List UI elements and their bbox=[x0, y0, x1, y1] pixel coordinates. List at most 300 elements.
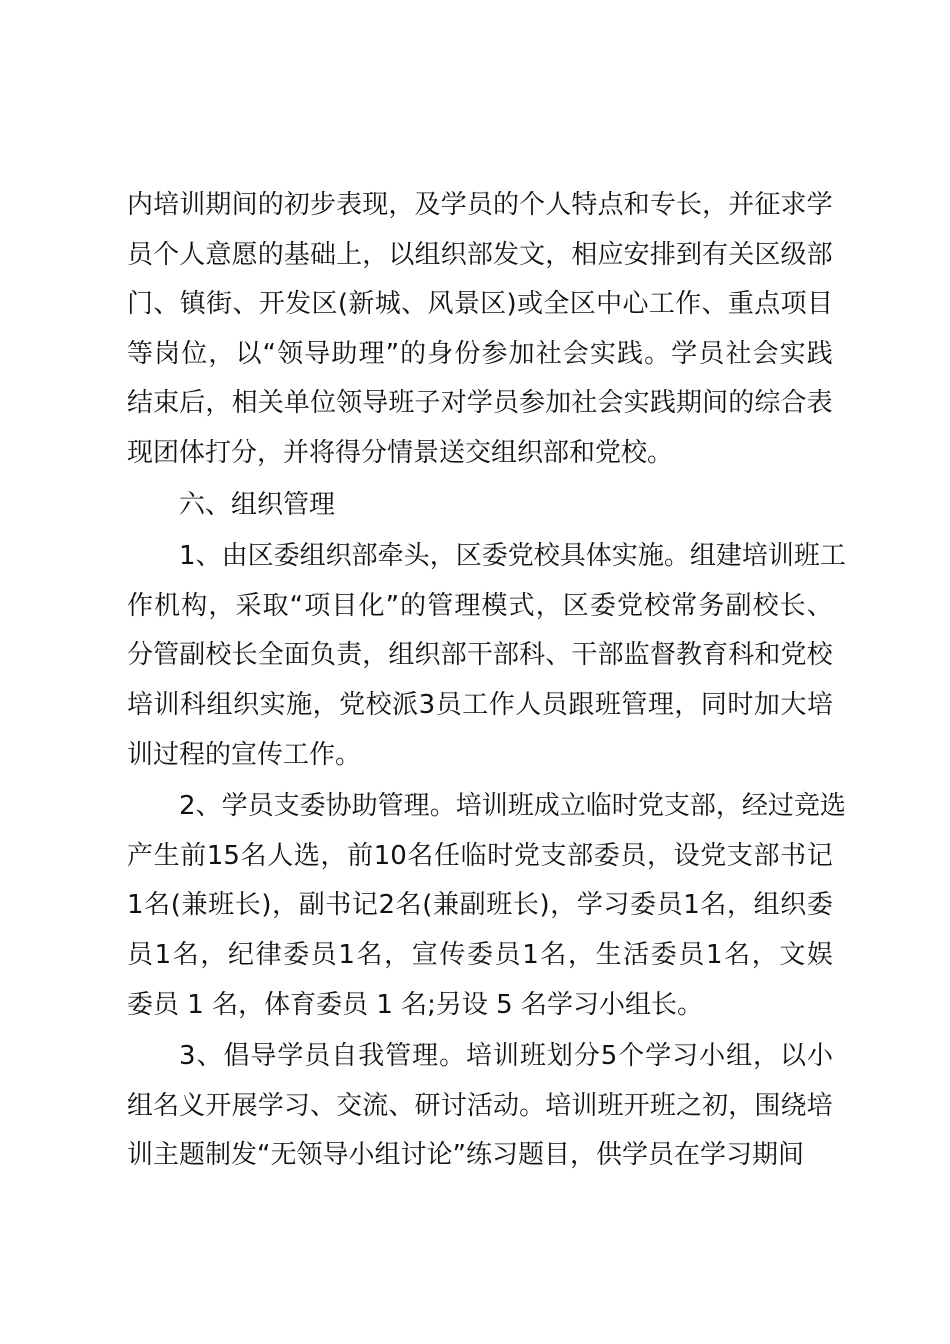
glyph: 、 bbox=[545, 640, 572, 671]
glyph: 员 bbox=[494, 939, 521, 970]
glyph: 愿 bbox=[231, 239, 258, 270]
paragraph-p2 bbox=[127, 481, 833, 531]
glyph: 员 bbox=[310, 939, 337, 970]
glyph: 竞 bbox=[793, 791, 820, 822]
glyph: 产 bbox=[127, 840, 154, 871]
text-line bbox=[127, 280, 833, 330]
glyph: 助 bbox=[331, 338, 358, 369]
glyph: 我 bbox=[358, 1041, 385, 1072]
glyph: 书 bbox=[325, 890, 352, 921]
glyph: 合 bbox=[780, 388, 807, 419]
glyph: 督 bbox=[649, 640, 676, 671]
glyph: ， bbox=[751, 939, 778, 970]
glyph: 管 bbox=[385, 1041, 412, 1072]
glyph: 关 bbox=[728, 239, 755, 270]
glyph: 培 bbox=[466, 1041, 493, 1072]
glyph: 学 bbox=[277, 1041, 304, 1072]
glyph: 大 bbox=[780, 689, 807, 720]
glyph: 员 bbox=[656, 890, 683, 921]
glyph: ， bbox=[715, 791, 742, 822]
glyph: 期 bbox=[205, 190, 232, 220]
glyph: 的 bbox=[400, 338, 427, 369]
glyph: 综 bbox=[754, 388, 781, 419]
glyph: 部 bbox=[689, 791, 716, 822]
glyph: 名 bbox=[144, 890, 171, 921]
glyph: 绕 bbox=[780, 1090, 807, 1121]
glyph: 兼 bbox=[433, 890, 460, 921]
glyph: 实 bbox=[259, 689, 286, 720]
glyph: 和 bbox=[623, 190, 650, 220]
glyph: 会 bbox=[752, 338, 779, 369]
glyph: 名 bbox=[724, 939, 751, 970]
glyph: 并 bbox=[728, 190, 755, 220]
glyph: 式 bbox=[508, 590, 535, 621]
glyph: 组 bbox=[689, 541, 716, 572]
glyph: 全 bbox=[543, 289, 570, 320]
glyph: 学 bbox=[440, 190, 467, 220]
glyph: 委 bbox=[481, 541, 508, 572]
glyph: 设 bbox=[673, 840, 700, 871]
glyph: 生 bbox=[153, 840, 180, 871]
glyph: 级 bbox=[780, 239, 807, 270]
glyph: 前 bbox=[347, 840, 374, 871]
glyph: 部 bbox=[492, 640, 519, 671]
glyph: 1 bbox=[127, 890, 144, 921]
glyph: 区 bbox=[311, 289, 338, 320]
glyph: 期 bbox=[675, 388, 702, 419]
glyph: 面 bbox=[283, 640, 310, 671]
glyph: 实 bbox=[779, 338, 806, 369]
glyph: 员 bbox=[127, 239, 154, 270]
glyph: 班 bbox=[649, 1090, 676, 1121]
glyph: 学 bbox=[257, 1090, 284, 1121]
glyph: 理 bbox=[454, 590, 481, 621]
glyph: 划 bbox=[546, 1041, 573, 1072]
glyph: 科 bbox=[728, 640, 755, 671]
glyph: 记 bbox=[806, 840, 833, 871]
glyph: 15 bbox=[206, 840, 240, 871]
glyph: 围 bbox=[754, 1090, 781, 1121]
glyph: 岗 bbox=[154, 338, 181, 369]
glyph: 应 bbox=[597, 239, 624, 270]
glyph: 倡 bbox=[223, 1041, 250, 1072]
glyph: 干 bbox=[466, 640, 493, 671]
glyph: 心 bbox=[622, 289, 649, 320]
glyph: 经 bbox=[741, 791, 768, 822]
glyph: 分 bbox=[127, 640, 154, 671]
glyph: 监 bbox=[623, 640, 650, 671]
glyph: 践 bbox=[806, 338, 833, 369]
glyph: 求 bbox=[780, 190, 807, 220]
glyph: 织 bbox=[233, 689, 260, 720]
glyph: 习 bbox=[672, 1041, 699, 1072]
glyph: 1 bbox=[522, 939, 539, 970]
glyph: 过 bbox=[767, 791, 794, 822]
glyph: 培 bbox=[153, 190, 180, 220]
glyph: 选 bbox=[293, 840, 320, 871]
glyph: 名 bbox=[153, 1090, 180, 1121]
glyph: ， bbox=[312, 689, 339, 720]
glyph: 小 bbox=[806, 1041, 833, 1072]
glyph: 班 bbox=[597, 1090, 624, 1121]
glyph: 党 bbox=[507, 541, 534, 572]
glyph: 构 bbox=[181, 590, 208, 621]
glyph: 记 bbox=[351, 890, 378, 921]
glyph: 管 bbox=[153, 640, 180, 671]
document-body bbox=[127, 181, 846, 1181]
glyph: ， bbox=[728, 1090, 755, 1121]
glyph: 的 bbox=[257, 190, 284, 220]
glyph: 校 bbox=[533, 541, 560, 572]
glyph: 织 bbox=[325, 541, 352, 572]
glyph: 培 bbox=[806, 1090, 833, 1121]
glyph: 部 bbox=[351, 541, 378, 572]
text-line: 六、组织管理 bbox=[179, 489, 336, 520]
glyph: 部 bbox=[567, 840, 594, 871]
glyph: 名 bbox=[172, 939, 199, 970]
glyph: 的 bbox=[728, 388, 755, 419]
glyph: 学 bbox=[576, 890, 603, 921]
glyph: 织 bbox=[440, 239, 467, 270]
glyph: 员 bbox=[541, 689, 568, 720]
glyph: 对 bbox=[440, 388, 467, 419]
glyph: 。 bbox=[519, 1090, 546, 1121]
glyph: 管 bbox=[377, 791, 404, 822]
glyph: 常 bbox=[671, 590, 698, 621]
glyph: 委 bbox=[283, 939, 310, 970]
glyph: 部 bbox=[440, 640, 467, 671]
glyph: 社 bbox=[535, 338, 562, 369]
glyph: 上 bbox=[336, 239, 363, 270]
glyph: 目 bbox=[806, 289, 833, 320]
glyph: 培 bbox=[127, 689, 154, 720]
glyph: 员 bbox=[435, 689, 462, 720]
glyph: 、 bbox=[232, 289, 259, 320]
glyph: 文 bbox=[779, 939, 806, 970]
glyph: 传 bbox=[439, 939, 466, 970]
text-line bbox=[127, 832, 833, 882]
glyph: “ bbox=[262, 338, 277, 369]
glyph: 展 bbox=[231, 1090, 258, 1121]
glyph: 个 bbox=[153, 239, 180, 270]
glyph: 实 bbox=[623, 388, 650, 419]
glyph: ( bbox=[422, 890, 433, 921]
glyph: 理 bbox=[412, 1041, 439, 1072]
glyph: 的 bbox=[400, 590, 427, 621]
glyph: 部 bbox=[466, 239, 493, 270]
glyph: 员 bbox=[698, 338, 725, 369]
glyph: 具 bbox=[559, 541, 586, 572]
glyph: 副 bbox=[179, 640, 206, 671]
glyph: 身 bbox=[427, 338, 454, 369]
glyph: 、 bbox=[309, 1090, 336, 1121]
glyph: 校 bbox=[644, 590, 671, 621]
glyph: 培 bbox=[741, 541, 768, 572]
glyph: 训 bbox=[179, 190, 206, 220]
glyph: 负 bbox=[309, 640, 336, 671]
glyph: 发 bbox=[285, 289, 312, 320]
glyph: ， bbox=[320, 840, 347, 871]
glyph: 导 bbox=[304, 338, 331, 369]
glyph: 2 bbox=[378, 890, 396, 921]
glyph: 人 bbox=[179, 239, 206, 270]
glyph: 培 bbox=[545, 1090, 572, 1121]
glyph: 前 bbox=[180, 840, 207, 871]
paragraph-p3 bbox=[127, 532, 846, 780]
glyph: 流 bbox=[362, 1090, 389, 1121]
glyph: 娱 bbox=[806, 939, 833, 970]
glyph: 名 bbox=[395, 890, 422, 921]
glyph: 实 bbox=[589, 338, 616, 369]
glyph: 党 bbox=[700, 840, 727, 871]
glyph: 项 bbox=[780, 289, 807, 320]
glyph: 1 bbox=[683, 890, 700, 921]
glyph: 1 bbox=[179, 541, 196, 572]
glyph: 、 bbox=[153, 289, 180, 320]
glyph: 发 bbox=[492, 239, 519, 270]
glyph: 名 bbox=[356, 939, 383, 970]
glyph: 学 bbox=[221, 791, 248, 822]
glyph: 成 bbox=[533, 791, 560, 822]
glyph: 党 bbox=[637, 791, 664, 822]
glyph: 以 bbox=[779, 1041, 806, 1072]
glyph: 讨 bbox=[440, 1090, 467, 1121]
glyph: 工 bbox=[648, 289, 675, 320]
glyph: 学 bbox=[466, 388, 493, 419]
glyph: 研 bbox=[414, 1090, 441, 1121]
glyph: 区 bbox=[562, 590, 589, 621]
glyph: 城 bbox=[374, 289, 401, 320]
glyph: 员 bbox=[466, 190, 493, 220]
glyph: 学 bbox=[671, 338, 698, 369]
glyph: 专 bbox=[649, 190, 676, 220]
paragraph-p1 bbox=[127, 181, 833, 479]
glyph: 委 bbox=[299, 791, 326, 822]
glyph: 开 bbox=[258, 289, 285, 320]
glyph: 的 bbox=[257, 239, 284, 270]
glyph: 训 bbox=[571, 1090, 598, 1121]
glyph: 分 bbox=[573, 1041, 600, 1072]
glyph: 训 bbox=[153, 689, 180, 720]
glyph: ) bbox=[261, 890, 272, 921]
glyph: 结 bbox=[127, 388, 154, 419]
glyph: 名 bbox=[407, 840, 434, 871]
glyph: 化 bbox=[358, 590, 385, 621]
glyph: 参 bbox=[481, 338, 508, 369]
glyph: 初 bbox=[702, 1090, 729, 1121]
glyph: 、 bbox=[701, 289, 728, 320]
glyph: 街 bbox=[206, 289, 233, 320]
glyph: 全 bbox=[257, 640, 284, 671]
glyph: 长 bbox=[779, 590, 806, 621]
glyph: 动 bbox=[492, 1090, 519, 1121]
glyph: 教 bbox=[675, 640, 702, 671]
glyph: 子 bbox=[414, 388, 441, 419]
glyph: 或 bbox=[517, 289, 544, 320]
glyph: 同 bbox=[700, 689, 727, 720]
glyph: ， bbox=[205, 388, 232, 419]
glyph: 委 bbox=[593, 840, 620, 871]
glyph: 管 bbox=[621, 689, 648, 720]
glyph: 科 bbox=[519, 640, 546, 671]
glyph: “ bbox=[289, 590, 304, 621]
glyph: 校 bbox=[752, 590, 779, 621]
glyph: 区 bbox=[455, 541, 482, 572]
glyph: 训 bbox=[767, 541, 794, 572]
glyph: ( bbox=[170, 890, 181, 921]
glyph: 相 bbox=[231, 388, 258, 419]
glyph: 位 bbox=[181, 338, 208, 369]
glyph: 员 bbox=[127, 939, 154, 970]
glyph: ， bbox=[567, 939, 594, 970]
glyph: 组 bbox=[414, 239, 441, 270]
glyph: 班 bbox=[208, 890, 235, 921]
glyph: 会 bbox=[562, 338, 589, 369]
glyph: 3 bbox=[179, 1041, 196, 1072]
glyph: 训 bbox=[492, 1041, 519, 1072]
glyph: ， bbox=[272, 890, 299, 921]
glyph: 、 bbox=[401, 289, 428, 320]
glyph: 名 bbox=[540, 939, 567, 970]
glyph: ， bbox=[362, 239, 389, 270]
glyph: 个 bbox=[618, 1041, 645, 1072]
glyph: 1 bbox=[338, 939, 355, 970]
glyph: 施 bbox=[637, 541, 664, 572]
glyph: 长 bbox=[675, 190, 702, 220]
glyph: 支 bbox=[540, 840, 567, 871]
glyph: 长 bbox=[231, 640, 258, 671]
glyph: 义 bbox=[179, 1090, 206, 1121]
glyph: ” bbox=[385, 338, 400, 369]
paragraph-p5 bbox=[127, 1032, 833, 1181]
glyph: 委 bbox=[650, 939, 677, 970]
glyph: ， bbox=[550, 890, 577, 921]
glyph: 10 bbox=[373, 840, 407, 871]
glyph: 加 bbox=[508, 338, 535, 369]
glyph: 党 bbox=[513, 840, 540, 871]
glyph: 1 bbox=[154, 939, 172, 970]
glyph: 选 bbox=[819, 791, 846, 822]
glyph: 排 bbox=[649, 239, 676, 270]
glyph: 部 bbox=[597, 640, 624, 671]
glyph: 践 bbox=[649, 388, 676, 419]
glyph: 学 bbox=[645, 1041, 672, 1072]
glyph: 书 bbox=[780, 840, 807, 871]
glyph: 份 bbox=[454, 338, 481, 369]
glyph: 科 bbox=[180, 689, 207, 720]
text-line bbox=[127, 532, 846, 582]
glyph: 点 bbox=[754, 289, 781, 320]
glyph: 领 bbox=[277, 338, 304, 369]
glyph: ， bbox=[647, 840, 674, 871]
text-line: 现团体打分，并将得分情景送交组织部和党校。 bbox=[127, 437, 674, 468]
glyph: 的 bbox=[492, 190, 519, 220]
glyph: 导 bbox=[250, 1041, 277, 1072]
glyph: 理 bbox=[647, 689, 674, 720]
glyph: 间 bbox=[702, 388, 729, 419]
glyph: 束 bbox=[153, 388, 180, 419]
glyph: 。 bbox=[429, 791, 456, 822]
glyph: 加 bbox=[545, 388, 572, 419]
glyph: 织 bbox=[780, 890, 807, 921]
glyph: 相 bbox=[571, 239, 598, 270]
glyph: 党 bbox=[339, 689, 366, 720]
glyph: 活 bbox=[466, 1090, 493, 1121]
glyph: 风 bbox=[427, 289, 454, 320]
glyph: 文 bbox=[519, 239, 546, 270]
glyph: 开 bbox=[623, 1090, 650, 1121]
glyph: 征 bbox=[754, 190, 781, 220]
glyph: 。 bbox=[439, 1041, 466, 1072]
glyph: 部 bbox=[806, 239, 833, 270]
glyph: 长 bbox=[512, 890, 539, 921]
glyph: 牵 bbox=[377, 541, 404, 572]
glyph: 组 bbox=[388, 640, 415, 671]
glyph: 组 bbox=[127, 1090, 154, 1121]
glyph: 位 bbox=[309, 388, 336, 419]
glyph: 组 bbox=[299, 541, 326, 572]
glyph: 表 bbox=[806, 388, 833, 419]
glyph: 班 bbox=[594, 689, 621, 720]
glyph: 。 bbox=[644, 338, 671, 369]
glyph: 开 bbox=[205, 1090, 232, 1121]
glyph: 部 bbox=[753, 840, 780, 871]
glyph: 建 bbox=[715, 541, 742, 572]
glyph: 时 bbox=[727, 689, 754, 720]
glyph: 头 bbox=[403, 541, 430, 572]
glyph: ) bbox=[539, 890, 550, 921]
glyph: 会 bbox=[597, 388, 624, 419]
glyph: ” bbox=[385, 590, 400, 621]
glyph: 领 bbox=[336, 388, 363, 419]
glyph: 目 bbox=[331, 590, 358, 621]
text-line: 训过程的宣传工作。 bbox=[127, 739, 362, 770]
glyph: 新 bbox=[348, 289, 375, 320]
glyph: 委 bbox=[806, 890, 833, 921]
glyph: 委 bbox=[273, 541, 300, 572]
glyph: 之 bbox=[675, 1090, 702, 1121]
text-line bbox=[127, 582, 833, 632]
glyph: 任 bbox=[434, 840, 461, 871]
glyph: 员 bbox=[247, 791, 274, 822]
glyph: 组 bbox=[206, 689, 233, 720]
glyph: 作 bbox=[675, 289, 702, 320]
glyph: 副 bbox=[298, 890, 325, 921]
glyph: 育 bbox=[702, 640, 729, 671]
glyph: 培 bbox=[455, 791, 482, 822]
glyph: 2 bbox=[179, 791, 196, 822]
glyph: ， bbox=[535, 590, 562, 621]
glyph: 人 bbox=[267, 840, 294, 871]
glyph: 责 bbox=[336, 640, 363, 671]
text-line: 训主题制发“无领导小组讨论”练习题目，供学员在学习期间 bbox=[127, 1140, 804, 1171]
glyph: 个 bbox=[519, 190, 546, 220]
glyph: ， bbox=[384, 939, 411, 970]
glyph: 小 bbox=[699, 1041, 726, 1072]
glyph: 校 bbox=[806, 640, 833, 671]
glyph: 作 bbox=[127, 590, 154, 621]
glyph: 委 bbox=[589, 590, 616, 621]
glyph: 景 bbox=[453, 289, 480, 320]
text-line bbox=[127, 782, 846, 832]
text-line bbox=[127, 231, 833, 281]
glyph: 培 bbox=[806, 689, 833, 720]
glyph: 到 bbox=[675, 239, 702, 270]
glyph: 班 bbox=[507, 791, 534, 822]
glyph: 点 bbox=[597, 190, 624, 220]
glyph: 名 bbox=[240, 840, 267, 871]
glyph: 理 bbox=[403, 791, 430, 822]
